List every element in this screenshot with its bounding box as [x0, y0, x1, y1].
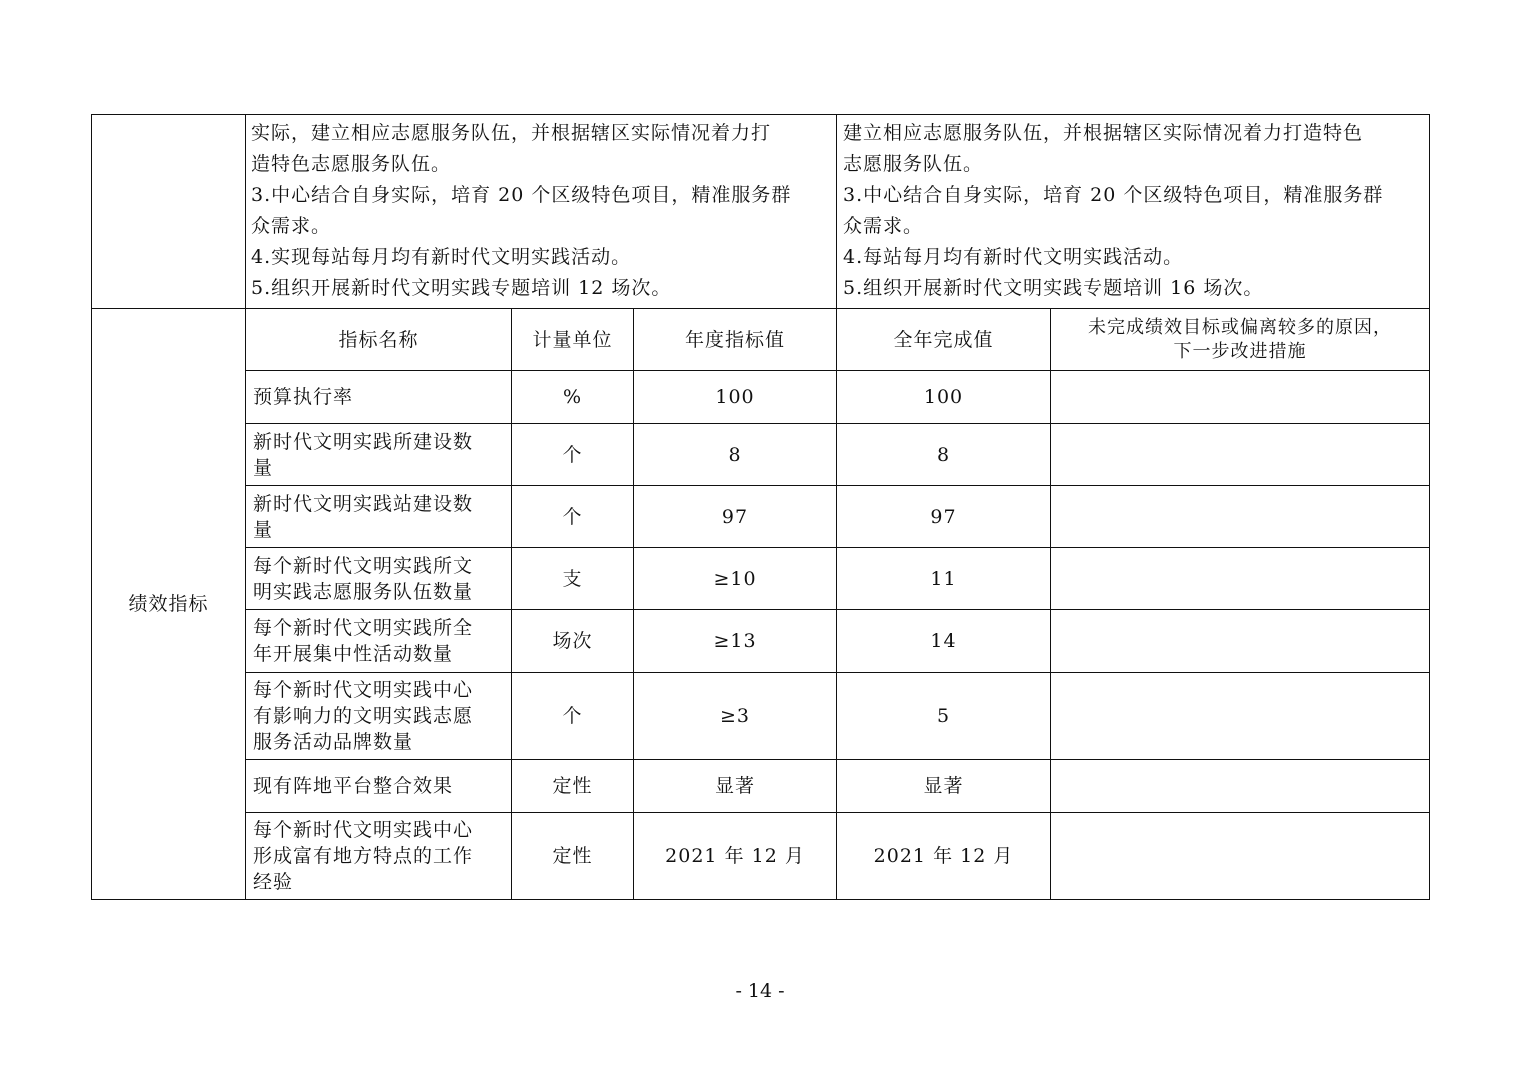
plan-line: 造特色志愿服务队伍。	[251, 153, 452, 175]
target-cell: 2021 年 12 月	[665, 845, 805, 867]
indicator-name-cell	[246, 760, 511, 812]
target-cell: 97	[721, 505, 749, 528]
indicator-name-line: 服务活动品牌数量	[253, 731, 414, 753]
indicator-name-line: 有影响力的文明实践志愿	[253, 705, 474, 727]
reason-cell	[1051, 673, 1429, 759]
indicator-name-cell	[246, 424, 511, 485]
reason-cell	[1051, 610, 1429, 672]
unit-cell: 个	[562, 443, 583, 466]
indicator-name-line: 每个新时代文明实践所全	[253, 617, 474, 639]
actual-line: 众需求。	[843, 215, 924, 237]
indicator-name-cell	[246, 486, 511, 547]
indicator-name-line: 每个新时代文明实践所文	[253, 554, 474, 577]
reason-cell	[1051, 371, 1429, 423]
indicator-name-line: 量	[253, 456, 274, 479]
indicator-name-line: 量	[253, 518, 274, 541]
target-cell: 8	[728, 443, 742, 466]
unit-cell: 定性	[552, 845, 593, 867]
section-label: 绩效指标	[128, 593, 209, 615]
actual-line: 4.每站每月均有新时代文明实践活动。	[843, 246, 1184, 268]
reason-cell	[1051, 486, 1429, 547]
target-cell: ≥13	[713, 630, 757, 652]
header-indicator-name: 指标名称	[338, 328, 419, 351]
indicator-name-line: 经验	[253, 871, 294, 893]
indicator-name-line: 形成富有地方特点的工作	[253, 845, 474, 867]
plan-line: 实际，建立相应志愿服务队伍，并根据辖区实际情况着力打	[251, 122, 772, 144]
actual-cell: 97	[930, 505, 957, 528]
table-border-right	[1429, 114, 1430, 900]
header-target: 年度指标值	[684, 328, 785, 351]
unit-cell: 个	[562, 705, 583, 727]
plan-line: 众需求。	[251, 215, 332, 237]
actual-line: 5.组织开展新时代文明实践专题培训 16 场次。	[843, 277, 1264, 299]
unit-cell: 支	[562, 567, 583, 590]
indicator-name-cell	[246, 673, 511, 759]
indicator-name-line: 每个新时代文明实践中心	[253, 679, 474, 701]
reason-cell	[1051, 548, 1429, 609]
indicator-name-cell	[246, 610, 511, 672]
actual-line: 3.中心结合自身实际，培育 20 个区级特色项目，精准服务群	[843, 184, 1384, 206]
unit-cell: 个	[562, 505, 583, 528]
table-border-bottom	[91, 899, 1430, 900]
actual-text-block	[843, 118, 1383, 304]
actual-cell: 100	[923, 386, 964, 408]
header-actual: 全年完成值	[893, 328, 994, 351]
indicator-name-line: 年开展集中性活动数量	[253, 643, 454, 665]
indicator-name-cell	[246, 548, 511, 609]
target-cell: ≥10	[713, 567, 757, 590]
indicator-name-line: 预算执行率	[253, 386, 354, 408]
indicator-name-cell	[246, 813, 511, 899]
actual-line: 志愿服务队伍。	[843, 153, 984, 175]
indicator-name-line: 新时代文明实践站建设数	[253, 492, 474, 515]
indicator-name-line: 现有阵地平台整合效果	[253, 775, 454, 797]
target-cell: 显著	[714, 775, 755, 797]
indicator-name-line: 每个新时代文明实践中心	[253, 819, 474, 841]
page-number: - 14 -	[735, 980, 785, 1002]
indicator-name-line: 新时代文明实践所建设数	[253, 430, 474, 453]
header-unit: 计量单位	[532, 328, 613, 351]
unit-cell: %	[562, 386, 583, 408]
header-reason	[1051, 309, 1429, 370]
plan-line: 5.组织开展新时代文明实践专题培训 12 场次。	[251, 277, 672, 299]
actual-cell: 5	[936, 705, 951, 727]
plan-line: 3.中心结合自身实际，培育 20 个区级特色项目，精准服务群	[251, 184, 792, 206]
actual-cell: 8	[936, 443, 951, 466]
actual-cell: 11	[930, 567, 957, 590]
unit-cell: 场次	[552, 630, 593, 652]
actual-cell: 显著	[923, 775, 964, 797]
unit-cell: 定性	[552, 775, 593, 797]
reason-cell	[1051, 760, 1429, 812]
plan-text-block	[251, 118, 791, 304]
indicator-name-cell	[246, 371, 511, 423]
actual-cell: 14	[930, 630, 957, 652]
header-reason-line: 未完成绩效目标或偏离较多的原因，	[1088, 316, 1392, 338]
table-border-top	[91, 114, 1430, 115]
reason-cell	[1051, 813, 1429, 899]
reason-cell	[1051, 424, 1429, 485]
header-reason-line: 下一步改进措施	[1173, 340, 1307, 362]
target-cell: ≥3	[719, 705, 750, 727]
plan-line: 4.实现每站每月均有新时代文明实践活动。	[251, 246, 632, 268]
target-cell: 100	[715, 386, 755, 408]
indicator-name-line: 明实践志愿服务队伍数量	[253, 580, 474, 603]
actual-cell: 2021 年 12 月	[873, 845, 1014, 867]
actual-line: 建立相应志愿服务队伍，并根据辖区实际情况着力打造特色	[843, 122, 1364, 144]
